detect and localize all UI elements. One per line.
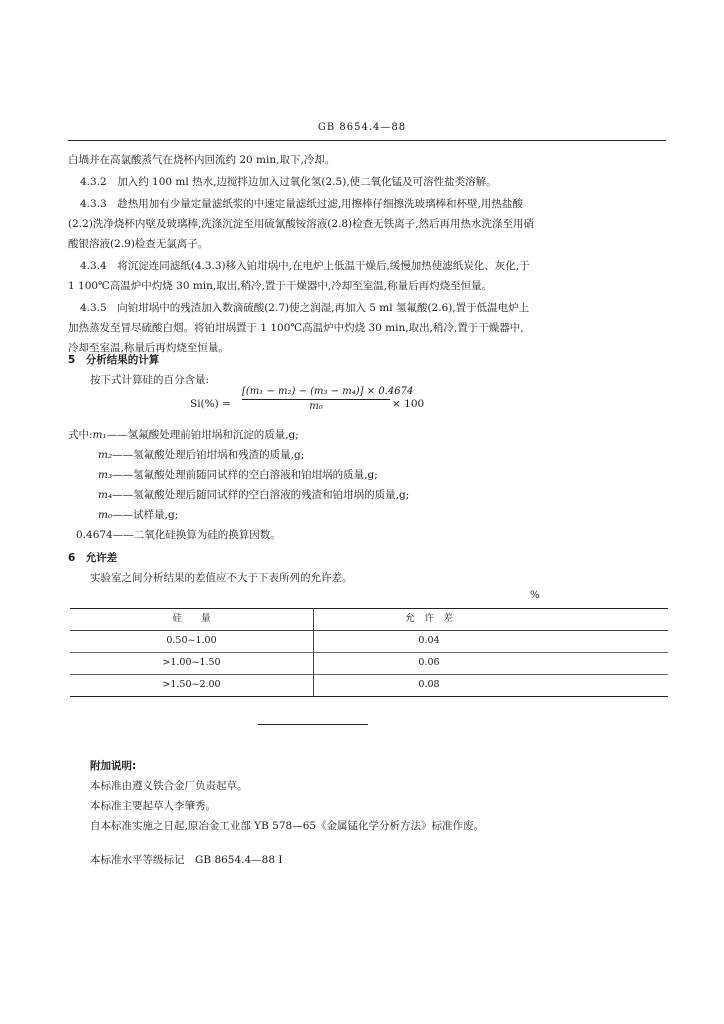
table-cell-tolerance: 0.04 xyxy=(418,635,440,646)
variable-symbol: m₃ xyxy=(98,469,113,481)
note-line-drafting-unit: 本标准由遵义铁合金厂负责起草。 xyxy=(90,780,248,792)
table-bottom-rule xyxy=(70,696,668,697)
paragraph-4-3-3-line3: 酸银溶液(2.9)检查无氯离子。 xyxy=(68,238,209,250)
paragraph-4-3-5-line1: 4.3.5 向铂坩埚中的残渣加入数滴硫酸(2.7)使之润湿,再加入 5 ml 氢氟酸(2.6),置于低温电炉上 xyxy=(80,302,530,314)
formula-rhs: × 100 xyxy=(392,398,425,410)
variable-symbol: m₀ xyxy=(98,509,113,521)
table-cell-tolerance: 0.08 xyxy=(418,679,440,690)
formula-denominator: m₀ xyxy=(309,401,323,412)
variable-symbol: m₂ xyxy=(98,449,113,461)
table-cell-range: >1.50~2.00 xyxy=(162,679,221,690)
note-line-supersedes: 自本标准实施之日起,原冶金工业部 YB 578—65《金属锰化学分析方法》标准作废。 xyxy=(90,820,485,832)
standard-number-header: GB 8654.4—88 xyxy=(317,122,407,133)
table-cell-range: >1.00~1.50 xyxy=(162,657,221,668)
variable-description: ——氢氟酸处理前随同试样的空白溶液和铂坩埚的质量,g; xyxy=(112,469,378,481)
paragraph-4-3-4-line2: 1 100℃高温炉中灼烧 30 min,取出,稍冷,置于干燥器中,冷却至室温,称量后再灼烧至恒量。 xyxy=(68,280,493,292)
variable-description: ——氢氟酸处理前铂坩埚和沉淀的质量,g; xyxy=(106,429,299,441)
variable-row-m1 xyxy=(68,426,299,444)
paragraph-4-3-4-line1: 4.3.4 将沉淀连同滤纸(4.3.3)移入铂坩埚中,在电炉上低温干燥后,缓慢加热使滤纸炭化、灰化,于 xyxy=(80,260,530,272)
variable-symbol: 0.4674 xyxy=(76,529,113,541)
table-unit: % xyxy=(530,590,540,601)
table-header-silicon: 硅 量 xyxy=(172,613,211,624)
paragraph-4-3-3-line1: 4.3.3 趁热用加有少量定量滤纸浆的中速定量滤纸过滤,用擦棒仔细擦洗玻璃棒和杯壁,用热盐酸 xyxy=(80,198,523,210)
table-header-tolerance: 允 许 差 xyxy=(405,613,453,624)
paragraph-4-3-2: 4.3.2 加入约 100 ml 热水,边搅拌边加入过氧化氢(2.5),使二氧化锰及可溶性盐类溶解。 xyxy=(80,176,497,188)
variable-row-m4 xyxy=(98,486,409,504)
note-line-drafter: 本标准主要起草人李肇秀。 xyxy=(90,800,216,812)
table-cell-range: 0.50~1.00 xyxy=(166,635,217,646)
end-of-text-rule xyxy=(258,724,368,725)
section-5-intro: 按下式计算硅的百分含量: xyxy=(90,374,210,386)
additional-notes-title: 附加说明: xyxy=(90,760,137,772)
table-cell-tolerance: 0.06 xyxy=(418,657,440,668)
silicon-formula xyxy=(190,386,490,426)
variable-description: ——试样量,g; xyxy=(112,509,179,521)
variable-row-m2 xyxy=(98,446,304,464)
paragraph-continuation: 白堝并在高氯酸蒸气在烧杯内回流约 20 min,取下,冷却。 xyxy=(68,154,336,166)
variable-description: ——氢氟酸处理后随同试样的空白溶液的残渣和铂坩埚的质量,g; xyxy=(112,489,410,501)
variable-row-factor xyxy=(76,526,281,544)
section-5-heading: 5 分析结果的计算 xyxy=(68,354,160,366)
variable-row-m0 xyxy=(98,506,178,524)
standard-level-mark: 本标准水平等级标记 GB 8654.4—88 I xyxy=(90,854,283,866)
variable-description: ——二氧化硅换算为硅的换算因数。 xyxy=(112,529,281,541)
formula-lhs: Si(%) = xyxy=(190,398,231,410)
paragraph-4-3-5-line2: 加热蒸发至冒尽硫酸白烟。将铂坩埚置于 1 100℃高温炉中灼烧 30 min,取出,稍冷,置于干燥器中, xyxy=(68,322,524,334)
section-6-intro: 实验室之间分析结果的差值应不大于下表所列的允许差。 xyxy=(90,572,353,584)
variable-symbol: m₁ xyxy=(92,429,107,441)
formula-numerator: [(m₁ − m₂) − (m₃ − m₄)] × 0.4674 xyxy=(242,386,414,397)
variable-description: ——氢氟酸处理后铂坩埚和残渣的质量,g; xyxy=(112,449,305,461)
variable-symbol: m₄ xyxy=(98,489,113,501)
fraction-bar xyxy=(242,399,390,400)
section-6-heading: 6 允许差 xyxy=(68,552,118,564)
variable-row-m3 xyxy=(98,466,378,484)
paragraph-4-3-3-line2: (2.2)洗净烧杯内壁及玻璃棒,洗涤沉淀至用硫氰酸铵溶液(2.8)检查无铁离子,然后再用热水洗涤至用硝 xyxy=(68,218,534,230)
header-rule xyxy=(68,140,666,141)
variables-lead: 式中: xyxy=(68,429,93,441)
paragraph-4-3-5-line3: 冷却至室温,称量后再灼烧至恒量。 xyxy=(68,342,229,354)
